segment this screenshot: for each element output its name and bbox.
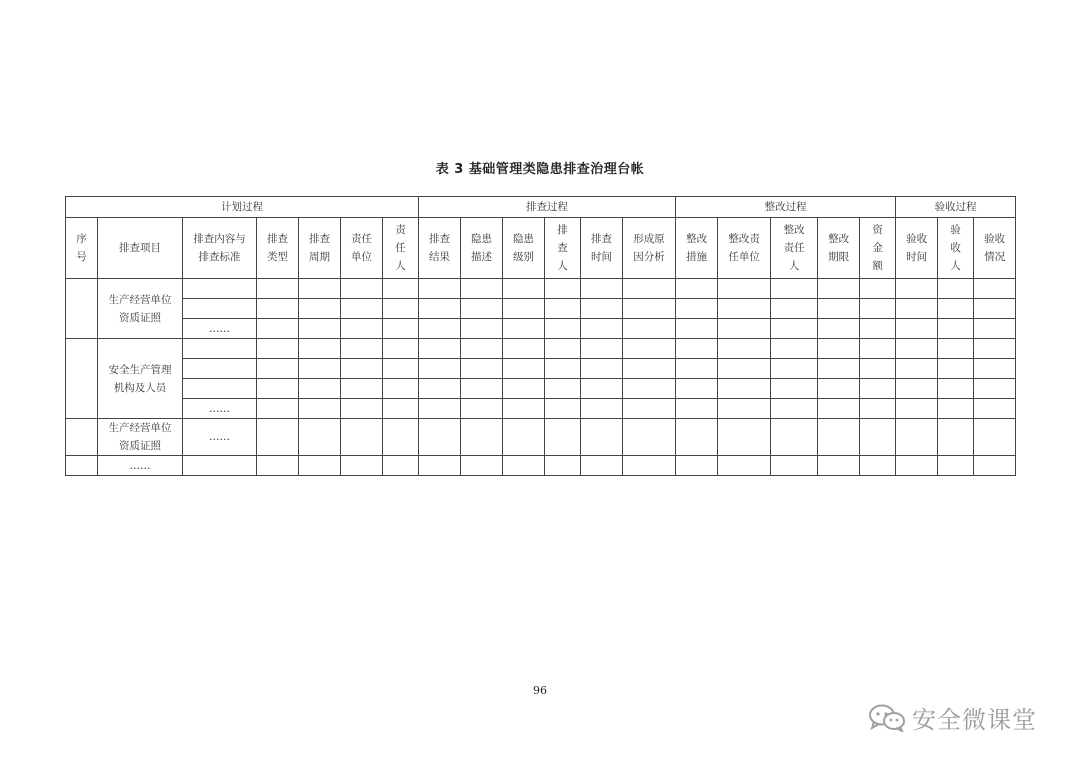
seq-cell — [66, 339, 98, 419]
content-cell: …… — [183, 399, 257, 419]
column-header: 排查项目 — [98, 218, 183, 279]
table-row — [66, 339, 1016, 359]
empty-cell — [299, 359, 341, 379]
empty-cell — [938, 299, 974, 319]
empty-cell — [503, 319, 545, 339]
content-cell: …… — [183, 419, 257, 456]
empty-cell — [341, 339, 383, 359]
empty-cell — [771, 456, 818, 476]
content-cell — [183, 299, 257, 319]
empty-cell — [383, 299, 419, 319]
empty-cell — [257, 399, 299, 419]
empty-cell — [860, 299, 896, 319]
empty-cell — [503, 299, 545, 319]
empty-cell — [299, 456, 341, 476]
empty-cell — [341, 359, 383, 379]
wechat-icon — [868, 704, 906, 732]
page-number: 96 — [533, 684, 547, 697]
empty-cell — [938, 339, 974, 359]
empty-cell — [771, 279, 818, 299]
empty-cell — [771, 359, 818, 379]
empty-cell — [974, 359, 1016, 379]
empty-cell — [771, 319, 818, 339]
empty-cell — [860, 456, 896, 476]
empty-cell — [419, 299, 461, 319]
empty-cell — [860, 359, 896, 379]
empty-cell — [341, 379, 383, 399]
empty-cell — [545, 359, 581, 379]
empty-cell — [623, 359, 676, 379]
empty-cell — [461, 379, 503, 399]
empty-cell — [771, 379, 818, 399]
empty-cell — [461, 339, 503, 359]
empty-cell — [581, 299, 623, 319]
empty-cell — [771, 399, 818, 419]
group-plan: 计划过程 — [66, 197, 419, 218]
empty-cell — [581, 419, 623, 456]
column-header: 形成原 因分析 — [623, 218, 676, 279]
empty-cell — [503, 359, 545, 379]
empty-cell — [974, 379, 1016, 399]
empty-cell — [718, 379, 771, 399]
content-cell — [183, 359, 257, 379]
table-title: 表 3 基础管理类隐患排查治理台帐 — [435, 162, 645, 177]
empty-cell — [419, 399, 461, 419]
empty-cell — [818, 379, 860, 399]
column-header: 排查 周期 — [299, 218, 341, 279]
empty-cell — [623, 339, 676, 359]
seq-cell — [66, 419, 98, 456]
empty-cell — [938, 279, 974, 299]
empty-cell — [461, 456, 503, 476]
empty-cell — [818, 399, 860, 419]
table-row — [66, 419, 1016, 456]
empty-cell — [974, 319, 1016, 339]
watermark — [868, 700, 1037, 735]
empty-cell — [299, 299, 341, 319]
item-cell: 生产经营单位 资质证照 — [98, 419, 183, 456]
empty-cell — [860, 419, 896, 456]
empty-cell — [581, 359, 623, 379]
column-header: 资 金 额 — [860, 218, 896, 279]
column-header: 排查 时间 — [581, 218, 623, 279]
table-row — [66, 399, 1016, 419]
table-row — [66, 299, 1016, 319]
empty-cell — [623, 399, 676, 419]
empty-cell — [419, 279, 461, 299]
content-cell — [183, 379, 257, 399]
empty-cell — [974, 279, 1016, 299]
empty-cell — [299, 419, 341, 456]
empty-cell — [623, 299, 676, 319]
empty-cell — [771, 299, 818, 319]
empty-cell — [860, 399, 896, 419]
column-header: 排查内容与 排查标准 — [183, 218, 257, 279]
empty-cell — [581, 339, 623, 359]
empty-cell — [938, 419, 974, 456]
empty-cell — [771, 419, 818, 456]
empty-cell — [383, 379, 419, 399]
empty-cell — [461, 299, 503, 319]
empty-cell — [419, 319, 461, 339]
empty-cell — [503, 279, 545, 299]
empty-cell — [818, 319, 860, 339]
column-header-row — [66, 218, 1016, 279]
column-header: 整改 期限 — [818, 218, 860, 279]
empty-cell — [676, 419, 718, 456]
empty-cell — [257, 319, 299, 339]
group-rectify: 整改过程 — [676, 197, 896, 218]
empty-cell — [545, 399, 581, 419]
content-cell — [183, 339, 257, 359]
empty-cell — [974, 419, 1016, 456]
item-cell: 安全生产管理 机构及人员 — [98, 339, 183, 419]
item-cell: …… — [98, 456, 183, 476]
empty-cell — [896, 359, 938, 379]
column-header: 隐患 级别 — [503, 218, 545, 279]
empty-cell — [581, 399, 623, 419]
column-header: 验收 情况 — [974, 218, 1016, 279]
empty-cell — [974, 456, 1016, 476]
empty-cell — [718, 339, 771, 359]
column-header: 整改责 任单位 — [718, 218, 771, 279]
empty-cell — [974, 339, 1016, 359]
column-header: 隐患 描述 — [461, 218, 503, 279]
column-header: 责任 单位 — [341, 218, 383, 279]
empty-cell — [938, 359, 974, 379]
empty-cell — [896, 456, 938, 476]
empty-cell — [974, 399, 1016, 419]
column-header: 排查 类型 — [257, 218, 299, 279]
empty-cell — [938, 456, 974, 476]
empty-cell — [419, 419, 461, 456]
content-cell — [183, 279, 257, 299]
table-row — [66, 456, 1016, 476]
hazard-ledger-table — [65, 196, 1016, 476]
empty-cell — [383, 419, 419, 456]
table-row — [66, 279, 1016, 299]
empty-cell — [860, 279, 896, 299]
empty-cell — [257, 359, 299, 379]
empty-cell — [818, 299, 860, 319]
empty-cell — [718, 419, 771, 456]
empty-cell — [257, 299, 299, 319]
column-header: 排查 结果 — [419, 218, 461, 279]
empty-cell — [341, 299, 383, 319]
empty-cell — [581, 279, 623, 299]
empty-cell — [718, 279, 771, 299]
empty-cell — [545, 339, 581, 359]
empty-cell — [676, 399, 718, 419]
item-cell: 生产经营单位 资质证照 — [98, 279, 183, 339]
empty-cell — [623, 379, 676, 399]
empty-cell — [545, 456, 581, 476]
empty-cell — [299, 319, 341, 339]
empty-cell — [503, 419, 545, 456]
empty-cell — [581, 456, 623, 476]
empty-cell — [860, 339, 896, 359]
empty-cell — [718, 359, 771, 379]
seq-cell — [66, 456, 98, 476]
empty-cell — [299, 339, 341, 359]
empty-cell — [257, 379, 299, 399]
empty-cell — [383, 339, 419, 359]
empty-cell — [676, 339, 718, 359]
empty-cell — [503, 399, 545, 419]
empty-cell — [938, 379, 974, 399]
empty-cell — [718, 456, 771, 476]
empty-cell — [461, 399, 503, 419]
empty-cell — [257, 339, 299, 359]
empty-cell — [503, 339, 545, 359]
empty-cell — [771, 339, 818, 359]
empty-cell — [341, 279, 383, 299]
table-row — [66, 379, 1016, 399]
empty-cell — [676, 279, 718, 299]
empty-cell — [623, 456, 676, 476]
empty-cell — [623, 319, 676, 339]
empty-cell — [623, 419, 676, 456]
empty-cell — [545, 379, 581, 399]
empty-cell — [419, 456, 461, 476]
table-row — [66, 319, 1016, 339]
empty-cell — [676, 379, 718, 399]
empty-cell — [860, 319, 896, 339]
empty-cell — [341, 419, 383, 456]
empty-cell — [383, 319, 419, 339]
empty-cell — [461, 319, 503, 339]
empty-cell — [257, 419, 299, 456]
empty-cell — [896, 379, 938, 399]
empty-cell — [383, 399, 419, 419]
content-cell — [183, 456, 257, 476]
empty-cell — [419, 359, 461, 379]
empty-cell — [299, 379, 341, 399]
empty-cell — [718, 319, 771, 339]
empty-cell — [818, 456, 860, 476]
empty-cell — [676, 456, 718, 476]
empty-cell — [257, 456, 299, 476]
empty-cell — [860, 379, 896, 399]
empty-cell — [718, 399, 771, 419]
watermark-text: 安全微课堂 — [912, 706, 1037, 734]
empty-cell — [341, 319, 383, 339]
empty-cell — [383, 456, 419, 476]
empty-cell — [545, 299, 581, 319]
empty-cell — [896, 319, 938, 339]
empty-cell — [896, 339, 938, 359]
empty-cell — [676, 299, 718, 319]
seq-cell — [66, 279, 98, 339]
empty-cell — [818, 359, 860, 379]
empty-cell — [676, 359, 718, 379]
group-inspect: 排查过程 — [419, 197, 676, 218]
empty-cell — [341, 456, 383, 476]
empty-cell — [461, 359, 503, 379]
empty-cell — [419, 339, 461, 359]
empty-cell — [383, 279, 419, 299]
table-row — [66, 359, 1016, 379]
empty-cell — [896, 279, 938, 299]
empty-cell — [818, 339, 860, 359]
empty-cell — [257, 279, 299, 299]
empty-cell — [299, 399, 341, 419]
group-header-row — [66, 197, 1016, 218]
empty-cell — [461, 419, 503, 456]
empty-cell — [503, 456, 545, 476]
empty-cell — [545, 319, 581, 339]
empty-cell — [581, 379, 623, 399]
column-header: 验收 时间 — [896, 218, 938, 279]
empty-cell — [503, 379, 545, 399]
empty-cell — [299, 279, 341, 299]
content-cell: …… — [183, 319, 257, 339]
empty-cell — [938, 399, 974, 419]
empty-cell — [545, 419, 581, 456]
empty-cell — [896, 419, 938, 456]
empty-cell — [896, 399, 938, 419]
column-header: 整改 措施 — [676, 218, 718, 279]
group-accept: 验收过程 — [896, 197, 1016, 218]
empty-cell — [581, 319, 623, 339]
empty-cell — [818, 419, 860, 456]
empty-cell — [383, 359, 419, 379]
empty-cell — [676, 319, 718, 339]
empty-cell — [545, 279, 581, 299]
column-header: 整改 责任 人 — [771, 218, 818, 279]
empty-cell — [896, 299, 938, 319]
column-header: 排 查 人 — [545, 218, 581, 279]
empty-cell — [419, 379, 461, 399]
column-header: 验 收 人 — [938, 218, 974, 279]
column-header: 责 任 人 — [383, 218, 419, 279]
empty-cell — [718, 299, 771, 319]
empty-cell — [818, 279, 860, 299]
empty-cell — [461, 279, 503, 299]
empty-cell — [938, 319, 974, 339]
empty-cell — [341, 399, 383, 419]
empty-cell — [974, 299, 1016, 319]
empty-cell — [623, 279, 676, 299]
column-header: 序 号 — [66, 218, 98, 279]
